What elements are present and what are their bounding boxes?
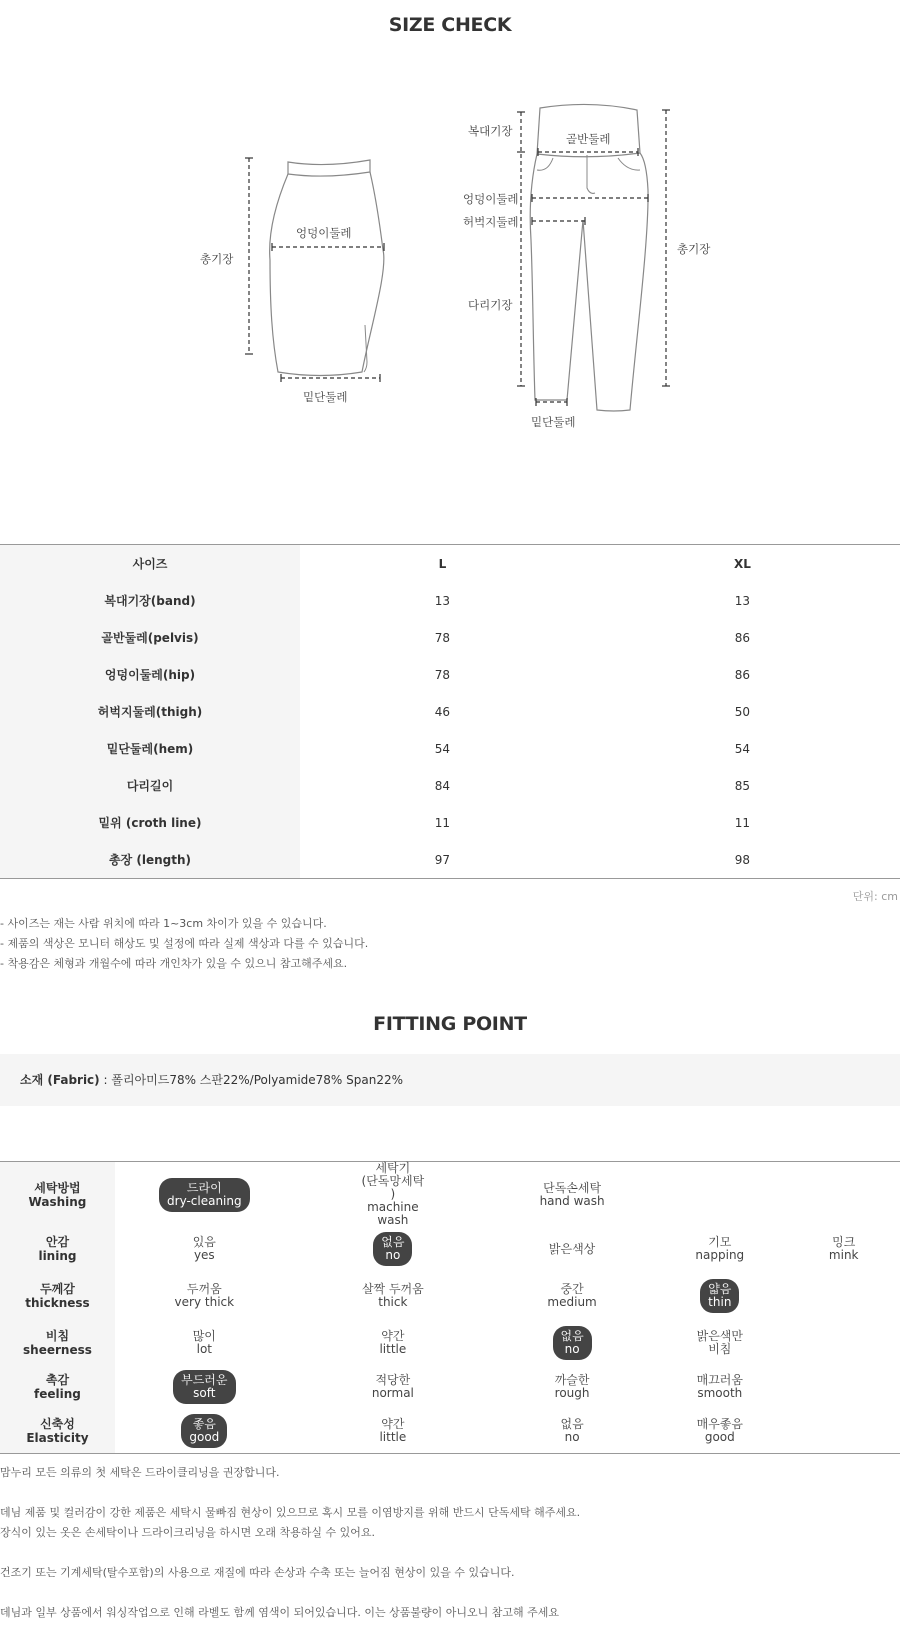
size-cell: 11 (434, 815, 451, 830)
skirt-hip-label: 엉덩이둘레 (296, 226, 352, 240)
fitting-option (294, 1162, 492, 1228)
fitting-option (492, 1162, 652, 1228)
fitting-option-en: medium (547, 1295, 597, 1309)
fitting-option-ko: 밝은색만 비침 (696, 1329, 743, 1356)
fitting-option (652, 1271, 787, 1321)
size-cell: 78 (434, 667, 451, 682)
fitting-option-text (561, 1418, 584, 1444)
fitting-option (115, 1162, 294, 1228)
size-cell: 85 (734, 778, 751, 793)
fitting-row (0, 1162, 900, 1228)
size-row-label: 엉덩이둘레(hip) (0, 656, 300, 693)
size-cell: 84 (434, 778, 451, 793)
size-row-label: 사이즈 (0, 545, 300, 583)
fitting-option-en: soft (193, 1386, 216, 1400)
pants-thigh-label: 허벅지둘레 (463, 215, 519, 229)
fitting-option (652, 1409, 787, 1453)
fitting-option (294, 1227, 492, 1271)
size-diagram (0, 80, 900, 480)
size-table-row (0, 656, 900, 693)
fitting-option-ko: 세탁기(단독망세탁) (361, 1161, 425, 1201)
fitting-option-ko: 밝은색상 (548, 1241, 596, 1256)
skirt-hem-label: 밑단둘레 (303, 390, 348, 404)
fitting-row (0, 1365, 900, 1409)
size-cell: 86 (734, 667, 751, 682)
fitting-option-text (555, 1374, 590, 1400)
fitting-option-text (547, 1283, 596, 1309)
fitting-row-label (0, 1227, 115, 1271)
size-cell: 11 (734, 815, 751, 830)
fitting-option-selected-badge (373, 1232, 412, 1266)
fitting-option-ko: 까슬한 (554, 1373, 590, 1387)
fitting-row-label (0, 1365, 115, 1409)
size-row-label: 골반둘레(pelvis) (0, 619, 300, 656)
pants-hip-label: 엉덩이둘레 (463, 192, 519, 206)
fitting-option-text (362, 1283, 424, 1309)
fitting-option (492, 1227, 652, 1271)
fitting-option (652, 1227, 787, 1271)
fitting-option-text (687, 1330, 753, 1356)
size-table-row (0, 730, 900, 767)
fitting-option (787, 1321, 900, 1365)
fitting-option (652, 1162, 787, 1228)
size-cell: 13 (434, 593, 451, 608)
fitting-option-ko: 드라이 (186, 1180, 222, 1195)
fitting-option-en: normal (371, 1386, 414, 1400)
size-cell: 54 (734, 741, 751, 756)
pants-pelvis-label: 골반둘레 (566, 132, 611, 146)
fitting-option-en: hand wash (539, 1193, 605, 1208)
size-cell: 50 (734, 704, 751, 719)
fitting-option-ko: 중간 (560, 1282, 584, 1296)
fitting-option-selected-badge (159, 1178, 250, 1212)
fitting-option-text (360, 1162, 426, 1227)
fitting-option (787, 1365, 900, 1409)
fitting-row-label-ko: 안감 (45, 1235, 70, 1249)
fitting-option (115, 1227, 294, 1271)
fitting-option (115, 1365, 294, 1409)
fitting-option-ko: 두꺼움 (186, 1282, 222, 1296)
fitting-row-label-en: sheerness (23, 1343, 92, 1357)
size-table-row (0, 619, 900, 656)
fitting-option-ko: 없음 (560, 1329, 584, 1343)
fitting-option-text (549, 1243, 595, 1256)
pants-length-label: 총기장 (677, 242, 711, 256)
size-row-label: 총장 (length) (0, 841, 300, 879)
skirt-length-label: 총기장 (200, 252, 234, 266)
fitting-option-ko: 살짝 두꺼움 (361, 1282, 424, 1296)
fitting-row-label-en: Washing (28, 1194, 87, 1209)
fitting-option (492, 1409, 652, 1453)
fabric-bar (0, 1054, 900, 1106)
fitting-option-en: no (385, 1248, 401, 1262)
fitting-row-label-en: Elasticity (26, 1430, 89, 1445)
size-row-label: 다리길이 (0, 767, 300, 804)
note-line: - 사이즈는 재는 사람 위치에 따라 1~3cm 차이가 있을 수 있습니다. (0, 917, 327, 930)
fitting-option-text (379, 1330, 406, 1356)
fitting-option-ko: 적당한 (375, 1373, 411, 1387)
fitting-option (652, 1365, 787, 1409)
fitting-option-en: thin (708, 1295, 732, 1309)
fitting-option-text (175, 1283, 235, 1309)
size-cell: 98 (734, 852, 751, 867)
fitting-option-text (193, 1330, 216, 1356)
fitting-option-ko: 있음 (192, 1235, 216, 1249)
fitting-option-text (379, 1418, 406, 1444)
pants-hem-label: 밑단둘레 (531, 415, 576, 429)
fitting-row-label-ko: 세탁방법 (34, 1180, 81, 1195)
fitting-option-ko: 얇음 (708, 1282, 732, 1296)
fitting-row-label-en: feeling (34, 1387, 81, 1401)
fitting-option (294, 1409, 492, 1453)
fitting-option-en: thick (378, 1295, 408, 1309)
fitting-option-en: dry-cleaning (167, 1193, 242, 1208)
size-row-label: 밑단둘레(hem) (0, 730, 300, 767)
note-line: - 착용감은 체형과 개월수에 따라 개인차가 있을 수 있으니 참고해주세요. (0, 957, 348, 970)
size-cell: 13 (734, 593, 751, 608)
fitting-row-label-ko: 촉감 (45, 1373, 70, 1387)
fitting-option-text (697, 1418, 743, 1444)
fitting-point-title: FITTING POINT (373, 1013, 527, 1035)
care-line: 맘누리 모든 의류의 첫 세탁은 드라이클리닝을 권장합니다. (0, 1466, 280, 1479)
size-row-label: 허벅지둘레(thigh) (0, 693, 300, 730)
fitting-option-en: lot (196, 1342, 212, 1356)
fitting-option (787, 1409, 900, 1453)
size-table-row (0, 767, 900, 804)
fitting-table (0, 1161, 900, 1454)
fitting-row-label (0, 1321, 115, 1365)
fitting-row (0, 1321, 900, 1365)
size-cell: 86 (734, 630, 751, 645)
pants-leg-label: 다리기장 (468, 298, 513, 312)
fitting-option-ko: 부드러운 (181, 1373, 228, 1387)
unit-label: 단위: cm (852, 890, 898, 903)
fitting-option-text (697, 1374, 743, 1400)
fitting-option-en: little (379, 1429, 407, 1444)
pants-band-label: 복대기장 (468, 124, 513, 138)
fitting-option-en: yes (193, 1248, 215, 1262)
fitting-option-en: mink (828, 1248, 859, 1262)
fitting-option-en: rough (554, 1386, 590, 1400)
size-cell: 54 (434, 741, 451, 756)
fitting-option-en: very thick (174, 1295, 235, 1309)
fitting-option-selected-badge (553, 1326, 592, 1360)
note-line: - 제품의 색상은 모니터 해상도 및 설정에 따라 실제 색상과 다를 수 있습니다. (0, 937, 369, 950)
fitting-option (294, 1321, 492, 1365)
skirt-illustration (270, 160, 384, 376)
fitting-row (0, 1227, 900, 1271)
fitting-option (294, 1271, 492, 1321)
fitting-option-ko: 단독손세탁 (543, 1180, 602, 1195)
fitting-option-en: smooth (697, 1386, 743, 1400)
fitting-option-ko: 매끄러움 (696, 1373, 743, 1387)
fitting-option-en: good (704, 1429, 735, 1444)
fitting-option (492, 1321, 652, 1365)
fitting-option-ko: 없음 (560, 1416, 584, 1431)
fitting-option-ko: 매우좋음 (696, 1416, 743, 1431)
size-cell: 97 (434, 852, 451, 867)
fitting-row-label-ko: 신축성 (40, 1416, 75, 1431)
care-line: 건조기 또는 기계세탁(탈수포함)의 사용으로 재질에 따라 손상과 수축 또는 늘어짐 현상이 있을 수 있습니다. (0, 1566, 515, 1579)
size-notes (0, 914, 368, 974)
fitting-row (0, 1409, 900, 1453)
fitting-option-en: no (564, 1342, 580, 1356)
fitting-option (115, 1321, 294, 1365)
care-line: 장식이 있는 옷은 손세탁이나 드라이크리닝을 하시면 오래 착용하실 수 있어요. (0, 1526, 375, 1539)
fitting-option (115, 1409, 294, 1453)
fitting-option-text (372, 1374, 414, 1400)
fitting-option-selected-badge (173, 1370, 235, 1404)
fitting-option (492, 1365, 652, 1409)
size-cell: XL (733, 556, 751, 571)
size-table-row (0, 841, 900, 879)
fitting-row (0, 1271, 900, 1321)
fitting-row-label (0, 1162, 115, 1228)
fitting-option (652, 1321, 787, 1365)
size-cell: 78 (434, 630, 451, 645)
fitting-option (492, 1271, 652, 1321)
fitting-row-label (0, 1271, 115, 1321)
size-table (0, 544, 900, 879)
fitting-option-ko: 밍크 (832, 1235, 856, 1249)
fitting-option-ko: 없음 (381, 1235, 405, 1249)
fitting-option-en: good (189, 1429, 220, 1444)
fitting-option-text (829, 1236, 859, 1262)
fitting-option-en: little (379, 1342, 407, 1356)
fitting-option (787, 1162, 900, 1228)
fitting-option-ko: 약간 (381, 1416, 405, 1431)
care-line: 데님과 일부 상품에서 워싱작업으로 인해 라벨도 함께 염색이 되어있습니다. 이는 상품불량이 아니오니 참고해 주세요 (0, 1606, 559, 1619)
fitting-option (787, 1271, 900, 1321)
fitting-option (115, 1271, 294, 1321)
size-check-title: SIZE CHECK (388, 14, 512, 36)
size-table-row (0, 804, 900, 841)
fitting-option-ko: 많이 (192, 1329, 216, 1343)
size-table-row (0, 582, 900, 619)
fitting-option-text (540, 1182, 605, 1208)
size-row-label: 밑위 (croth line) (0, 804, 300, 841)
size-table-header (0, 545, 900, 583)
fitting-option-selected-badge (700, 1279, 739, 1313)
fitting-row-label-ko: 두께감 (40, 1282, 75, 1296)
fitting-option-selected-badge (181, 1414, 227, 1448)
size-row-label: 복대기장(band) (0, 582, 300, 619)
fabric-key: 소재 (Fabric) (20, 1073, 100, 1087)
care-line: 데님 제품 및 컬러감이 강한 제품은 세탁시 물빠짐 현상이 있으므로 혹시 모를 이염방지를 위해 반드시 단독세탁 해주세요. (0, 1506, 581, 1519)
fitting-option-text (695, 1236, 744, 1262)
fitting-option-ko: 기모 (708, 1235, 732, 1249)
fitting-option-text (193, 1236, 216, 1262)
fabric-value: : 폴리아미드78% 스판22%/Polyamide78% Span22% (103, 1073, 404, 1087)
fitting-row-label-en: lining (38, 1249, 77, 1263)
fitting-option-en: machine wash (367, 1200, 419, 1227)
fitting-option-en: napping (695, 1248, 745, 1262)
fitting-row-label-en: thickness (25, 1296, 90, 1310)
pants-illustration (530, 104, 648, 411)
fitting-option-ko: 약간 (381, 1329, 405, 1343)
fitting-row-label-ko: 비침 (45, 1329, 70, 1343)
fitting-option (294, 1365, 492, 1409)
fitting-option-en: no (564, 1429, 580, 1444)
size-cell: L (438, 556, 447, 571)
fitting-option (787, 1227, 900, 1271)
fitting-row-label (0, 1409, 115, 1453)
fitting-option-ko: 좋음 (192, 1416, 216, 1431)
size-cell: 46 (434, 704, 451, 719)
size-table-row (0, 693, 900, 730)
